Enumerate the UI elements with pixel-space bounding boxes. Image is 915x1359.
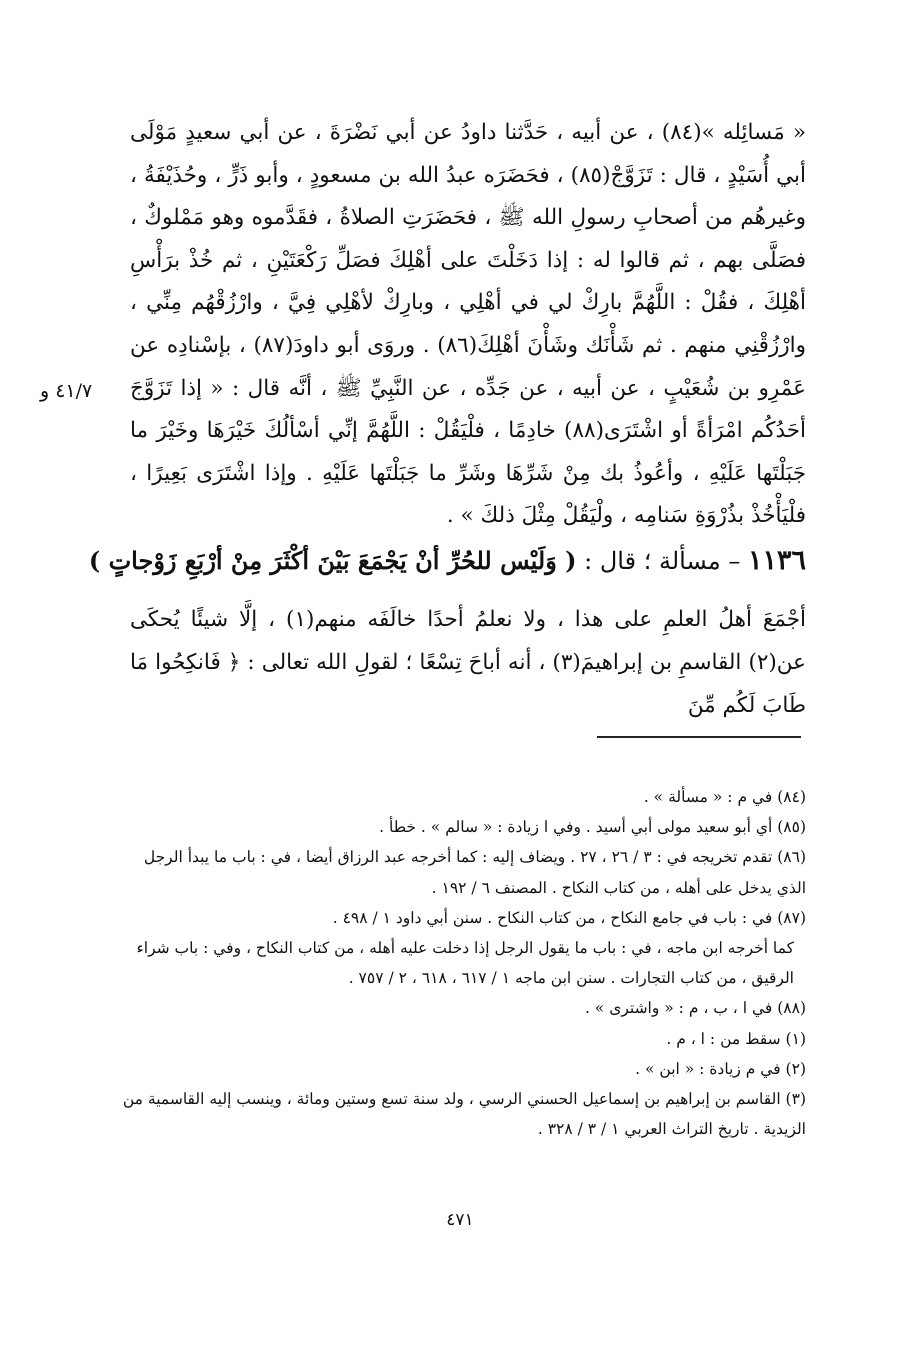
footnote-2: (٢) في م زيادة : « ابن » . [635, 1059, 806, 1078]
footnote-3: (٣) القاسم بن إبراهيم بن إسماعيل الحسني الرسي ، ولد سنة تسع وستين ومائة ، وينسب إليه القاسمية من الزيدية . تاريخ التراث العربي ١ / ٣ / ٣٢٨ . [122, 1090, 806, 1139]
main-paragraph-text: « مَسائِله »(٨٤) ، عن أبيه ، حَدَّثنا داودُ عن أبي نَضْرَةَ ، عن أبي سعيدٍ مَوْلَى أبي أُسَيْدٍ ، قال : تَزَوَّجْ(٨٥) ، فحَضَرَه عبدُ الله بن مسعودٍ ، وأبو ذَرٍّ ، وحُذَيْفَةُ ، وغيرهُم من أصحابِ رسولِ الله ﷺ ، فحَضَرَتِ الصلاةُ ، فقَدَّموه وهو مَمْلوكٌ ، فصَلَّى بهم ، ثم قالوا له : إذا دَخَلْتَ على أهْلِكَ فصَلِّ رَكْعَتَيْنِ ، ثم خُذْ برَأْسِ أهْلِكَ ، فقُلْ : اللَّهُمَّ بارِكْ لي في أهْلِي ، وبارِكْ لأهْلِي فِيَّ ، وارْزُقْهُم مِنِّي ، وارْزُقْنِي منهم . ثم شَأْنَك وشَأْنَ أهْلِكَ(٨٦) . وروَى أبو داودَ(٨٧) ، بإسْنادِه عن عَمْرِو بن شُعَيْبٍ ، عن أبيه ، عن جَدِّه ، عن النَّبِيِّ ﷺ ، أنَّه قال : « إذا تَزَوَّجَ أحَدُكُم امْرَأةً أو اشْتَرَى(٨٨) خادِمًا ، فلْيَقُلْ : اللَّهُمَّ إنِّي أسْألُكَ خَيْرَهَا وخَيْرَ ما جَبَلْتَها عَلَيْهِ ، وأعُوذُ بك مِنْ شَرِّهَا وشَرِّ ما جَبَلْتَها عَلَيْهِ . وإذا اشْتَرَى بَعِيرًا ، فلْيَأْخُذْ بذُرْوَةِ سَنامِه ، ولْيَقُلْ مِثْلَ ذلكَ » . [130, 120, 806, 529]
section-heading [88, 538, 806, 584]
section-label: – مسألة ؛ قال : [576, 547, 748, 575]
page-number: ٤٧١ [446, 1210, 474, 1230]
second-paragraph-text: أجْمَعَ أهلُ العلمِ على هذا ، ولا نعلمُ أحدًا خالَفَه منهم(١) ، إلَّا شيئًا يُحكَى عن(٢) القاسمِ بن إبراهيمَ(٣) ، أنه أباحَ تِسْعًا ؛ لقولِ الله تعالى : ﴿ فَانكِحُوا مَا طَابَ لَكُم مِّنَ [130, 607, 806, 718]
footnote-86: (٨٦) تقدم تخريجه في : ٣ / ٢٦ ، ٢٧ . ويضاف إليه : كما أخرجه عبد الرزاق أيضا ، في : باب ما يبدأ الرجل الذي يدخل على أهله ، من كتاب النكاح . المصنف ٦ / ١٩٢ . [143, 848, 806, 897]
second-paragraph [130, 598, 806, 727]
footnote-divider [597, 736, 801, 738]
section-quote: ( وَلَيْس للحُرِّ أنْ يَجْمَعَ بَيْنَ أكْثَرَ مِنْ أرْبَعِ زَوْجاتٍ ) [88, 546, 577, 575]
footnote-87-continued: كما أخرجه ابن ماجه ، في : باب ما يقول الرجل إذا دخلت عليه أهله ، من كتاب النكاح ، وفي : باب شراء الرقيق ، من كتاب التجارات . سنن ابن ماجه ١ / ٦١٧ ، ٦١٨ ، ٢ / ٧٥٧ . [136, 939, 794, 988]
main-paragraph [130, 112, 806, 538]
footnote-85: (٨٥) أي أبو سعيد مولى أبي أسيد . وفي ا زيادة : « سالم » . خطأ . [379, 818, 806, 837]
footnote-84: (٨٤) في م : « مسألة » . [643, 788, 806, 806]
footnote-87: (٨٧) في : باب في جامع النكاح ، من كتاب النكاح . سنن أبي داود ١ / ٤٩٨ . [332, 908, 806, 927]
footnote-1: (١) سقط من : ا ، م . [666, 1029, 806, 1048]
margin-note-text: ٤١/٧ و [40, 380, 93, 402]
section-number: ١١٣٦ [747, 545, 806, 576]
footnotes [118, 782, 806, 1144]
manuscript-folio-marker [40, 378, 112, 404]
footnote-88: (٨٨) في ا ، ب ، م : « واشترى » . [584, 999, 806, 1018]
